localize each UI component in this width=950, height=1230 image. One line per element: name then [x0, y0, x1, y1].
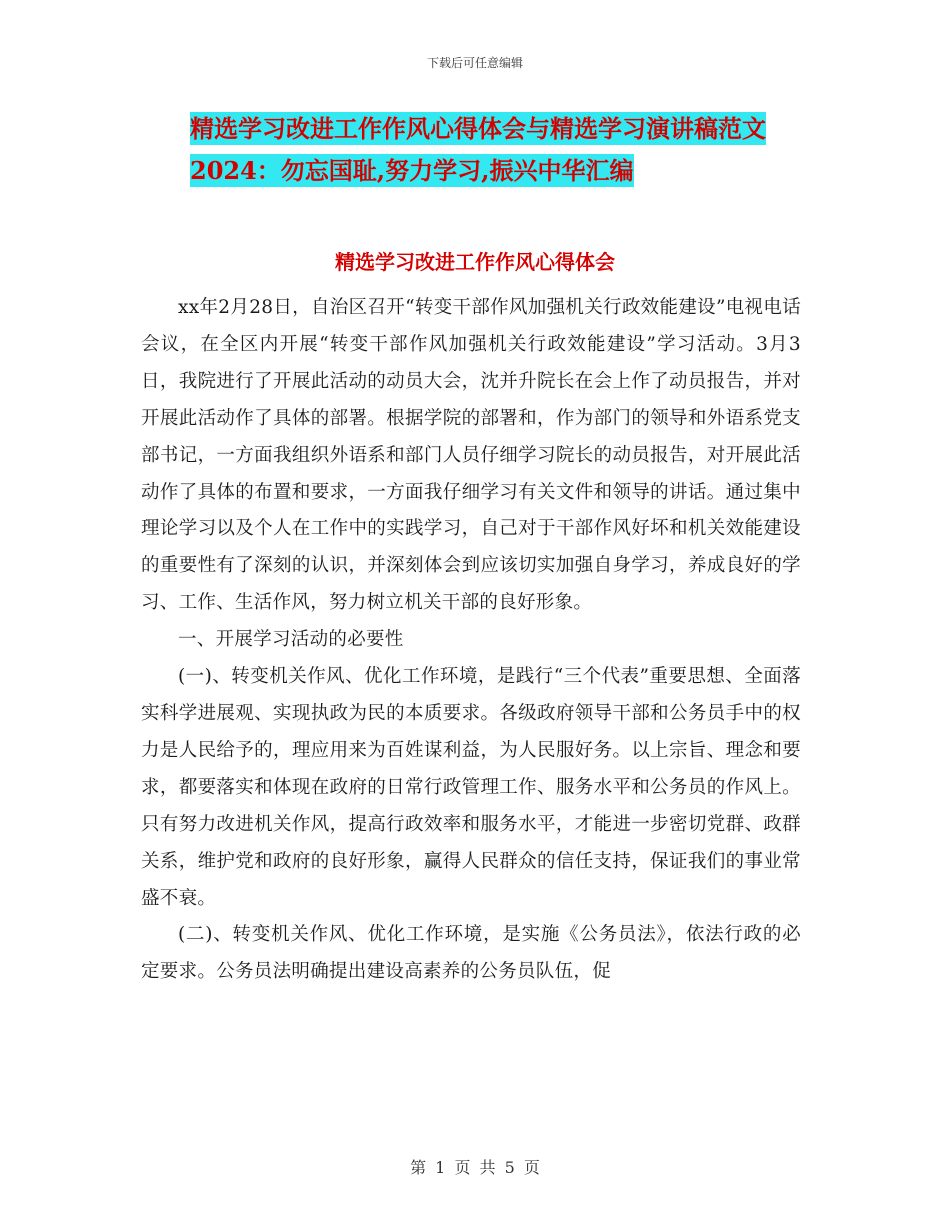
paragraph-intro: xx年2月28日，自治区召开“转变干部作风加强机关行政效能建设”电视电话会议，在全区内开展“转变干部作风加强机关行政效能建设”学习活动。3月3日，我院进行了开展此活动的动员大会，沈并升院长在会上作了动员报告，并对开展此活动作了具体的部署。根据学院的部署和，作为部门的领导和外语系党支部书记，一方面我组织外语系和部门人员仔细学习院长的动员报告，对开展此活动作了具体的布置和要求，一方面我仔细学习有关文件和领导的讲话。通过集中理论学习以及个人在工作中的实践学习，自己对于干部作风好坏和机关效能建设的重要性有了深刻的认识，并深刻体会到应该切实加强自身学习，养成良好的学习、工作、生活作风，努力树立机关干部的良好形象。 [141, 297, 801, 614]
document-body [141, 290, 801, 991]
paragraph-point-1: (一)、转变机关作风、优化工作环境，是践行“三个代表”重要思想、全面落实科学进展观、实现执政为民的本质要求。各级政府领导干部和公务员手中的权力是人民给予的，理应用来为百姓谋利益，为人民服好务。以上宗旨、理念和要求，都要落实和体现在政府的日常行政管理工作、服务水平和公务员的作风上。只有努力改进机关作风，提高行政效率和服务水平，才能进一步密切党群、政群关系，维护党和政府的良好形象，赢得人民群众的信任支持，保证我们的事业常盛不衰。 [141, 666, 801, 909]
document-title-text: 精选学习改进工作作风心得体会与精选学习演讲稿范文2024：勿忘国耻,努力学习,振兴中华汇编 [190, 114, 766, 185]
paragraph-point-2: (二)、转变机关作风、优化工作环境，是实施《公务员法》，依法行政的必定要求。公务员法明确提出建设高素养的公务员队伍，促 [141, 924, 801, 983]
header-note: 下载后可任意编辑 [426, 56, 523, 70]
section-title: 精选学习改进工作作风心得体会 [335, 250, 615, 274]
page-number: 第 1 页 共 5 页 [410, 1158, 540, 1177]
heading-necessity: 一、开展学习活动的必要性 [178, 629, 404, 651]
document-title [190, 108, 830, 192]
